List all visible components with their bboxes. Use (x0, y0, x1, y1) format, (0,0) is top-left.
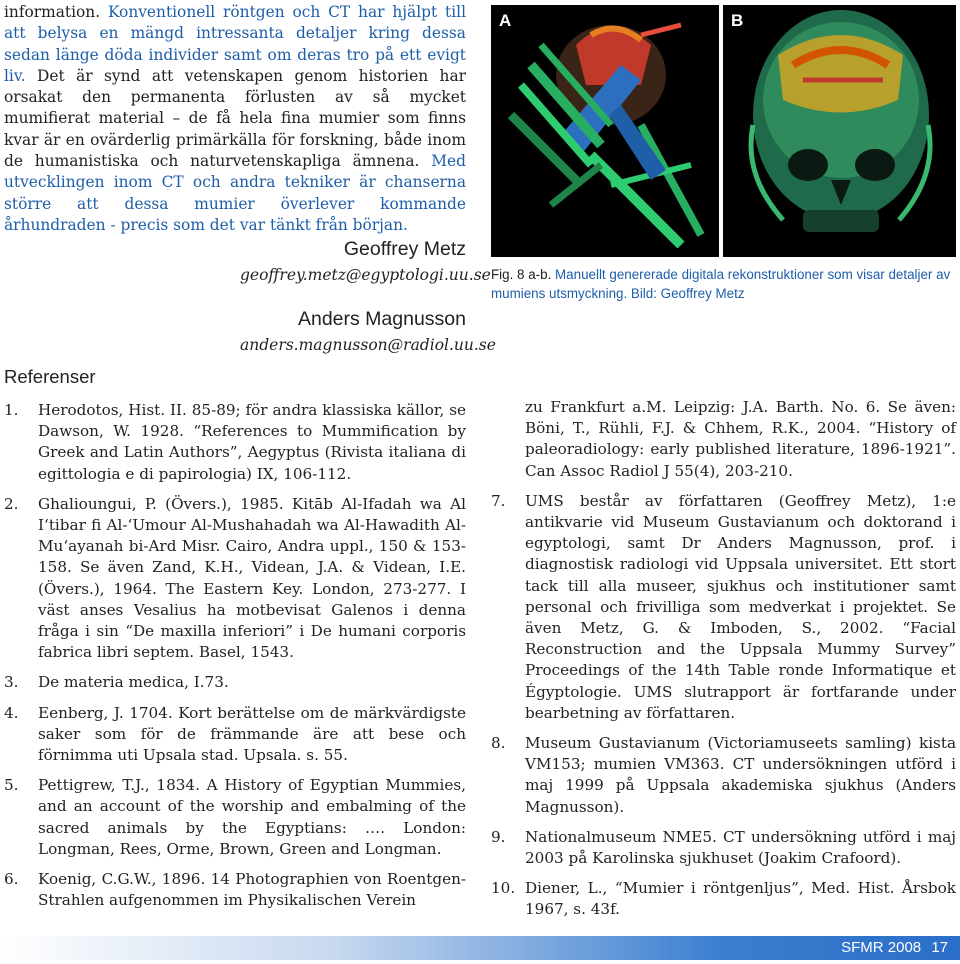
footer-gradient-bar (0, 936, 960, 960)
page-footer (0, 936, 960, 960)
reference-text: De materia medica, I.73. (38, 673, 229, 692)
reference-text: Diener, L., “Mumier i röntgenljus”, Med. Hist. Årsbok 1967, s. 43f. (525, 879, 956, 919)
reference-item (4, 775, 466, 860)
reference-number: 4. (4, 703, 19, 722)
figure-caption (491, 266, 956, 303)
reference-item (4, 400, 466, 485)
figure-panel-a (491, 5, 719, 257)
ct-reconstruction-image-b (723, 5, 956, 257)
footer-journal: SFMR 2008 (841, 939, 922, 956)
ct-reconstruction-figure (491, 5, 956, 257)
footer-text (835, 939, 948, 956)
reference-number: 8. (491, 734, 506, 753)
reference-number: 5. (4, 776, 19, 795)
reference-text: Ghalioungui, P. (Övers.), 1985. Kitāb Al-Ifadah wa Al I‘tibar fi Al-‘Umour Al-Mushahadah wa Al-Hawadith Al-Mu‘ayanah bi-Ard Misr. Cairo, Andra uppl., 150 & 153-158. Se även Zand, K.H., Videan, J.A. & Videan, I.E. (Övers.), 1964. The Eastern Key. London, 273-277. I väst anses Vesalius ha motbevisat Galenos i denna fråga i sin “De maxilla inferiori” i De humani corporis fabrica libri septem. Basel, 1543. (38, 494, 466, 662)
reference-item (491, 397, 956, 482)
author-name: Anders Magnusson (297, 308, 466, 330)
intro-paragraph (4, 2, 466, 236)
reference-item (491, 878, 956, 920)
reference-number: 7. (491, 491, 506, 510)
reference-text: Koenig, C.G.W., 1896. 14 Photographien von Roentgen-Strahlen aufgenommen im Physikalischen Verein (38, 870, 466, 910)
reference-text: Pettigrew, T.J., 1834. A History of Egyptian Mummies, and an account of the worship and embalming of the sacred animals by the Egyptians: …. London: Longman, Rees, Orme, Brown, Green and Longman. (38, 776, 466, 858)
author-block-magnusson (240, 308, 496, 354)
author-name: Geoffrey Metz (343, 238, 466, 260)
reference-item (491, 827, 956, 869)
reference-number: 1. (4, 401, 19, 419)
reference-number: 6. (4, 870, 19, 889)
reference-text: UMS består av författaren (Geoffrey Metz), 1:e antikvarie vid Museum Gustavianum och doktorand i egyptologi, samt Dr Anders Magnusson, prof. i diagnostisk radiologi vid Uppsala universitet. Ett stort tack till alla museer, sjukhus och institutioner samt personal och frivilliga som medverkat i projektet. Se även Metz, G. & Imboden, S., 2002. “Facial Reconstruction and the Uppsala Mummy Survey” Proceedings of the 14th Table ronde Informatique et Égyptologie. UMS slutrapport är fortfarande under bearbetning av författaren. (525, 491, 956, 722)
reference-item (4, 672, 466, 693)
author-block-metz (240, 238, 491, 284)
reference-item (4, 703, 466, 767)
reference-item (4, 869, 466, 911)
author-email[interactable]: geoffrey.metz@egyptologi.uu.se (240, 266, 491, 284)
reference-item (4, 494, 466, 664)
reference-text: Museum Gustavianum (Victoriamuseets samling) kista VM153; mumien VM363. CT undersökningen utförd i maj 1999 på Uppsala akademiska sjukhus (Anders Magnusson). (525, 734, 956, 816)
reference-text: zu Frankfurt a.M. Leipzig: J.A. Barth. No. 6. Se även: Böni, T., Rühli, F.J. & Chhem, R.K., 2004. “History of paleoradiology: early published literature, 1896-1921”. Can Assoc Radiol J 55(4), 203-210. (525, 398, 956, 480)
reference-text: Nationalmuseum NME5. CT undersökning utförd i maj 2003 på Karolinska sjukhuset (Joakim Crafoord). (525, 827, 956, 868)
reference-number: 9. (491, 827, 506, 846)
author-email[interactable]: anders.magnusson@radiol.uu.se (240, 336, 496, 354)
intro-text-4: Med utvecklingen inom CT och andra tekniker är chanserna större att dessa mumier överlever kommande århundraden - precis som det var tänkt från början. (4, 152, 466, 234)
references-heading: Referenser (4, 366, 96, 387)
reference-number: 2. (4, 494, 19, 513)
intro-text-3: Det är synd att vetenskapen genom historien har orsakat den permanenta förlusten av så mycket mumifierat material – de få hela fina mumier som finns kvar är en ovärderlig primärkälla för forskning, både inom de humanistiska och naturvetenskapliga ämnena. (4, 66, 466, 171)
intro-text-1: information. (4, 3, 101, 21)
figure-caption-text: Manuellt genererade digitala rekonstruktioner som visar detaljer av mumiens utsmyckning. Bild: Geoffrey Metz (491, 267, 951, 301)
figure-panel-b (723, 5, 956, 257)
footer-page-number: 17 (931, 939, 948, 956)
reference-item (491, 491, 956, 724)
figure-caption-number: Fig. 8 a-b. (491, 267, 552, 282)
reference-number (491, 397, 525, 482)
references-left-column (4, 400, 466, 920)
reference-text: Eenberg, J. 1704. Kort berättelse om de märkvärdigste saker som för de främmande äre att bese och förnimma uti Upsala stad. Upsala. s. 55. (38, 703, 466, 765)
references-right-column (491, 397, 956, 930)
reference-item (491, 733, 956, 818)
reference-number: 3. (4, 673, 19, 692)
intro-text-2: Konventionell röntgen och CT har hjälpt till att belysa en mängd intressanta detaljer kring dessa sedan länge döda individer samt om deras tro på ett evigt liv. (4, 3, 466, 85)
reference-number: 10. (491, 879, 516, 898)
panel-label-b: B (731, 11, 744, 30)
panel-label-a: A (499, 11, 512, 30)
reference-text: Herodotos, Hist. II. 85-89; för andra klassiska källor, se Dawson, W. 1928. “References to Mummification by Greek and Latin Authors”, Aegyptus (Rivista italiana di egittologia e di papirologia) IX, 106-112. (38, 401, 466, 483)
ct-reconstruction-image-a (491, 5, 719, 257)
